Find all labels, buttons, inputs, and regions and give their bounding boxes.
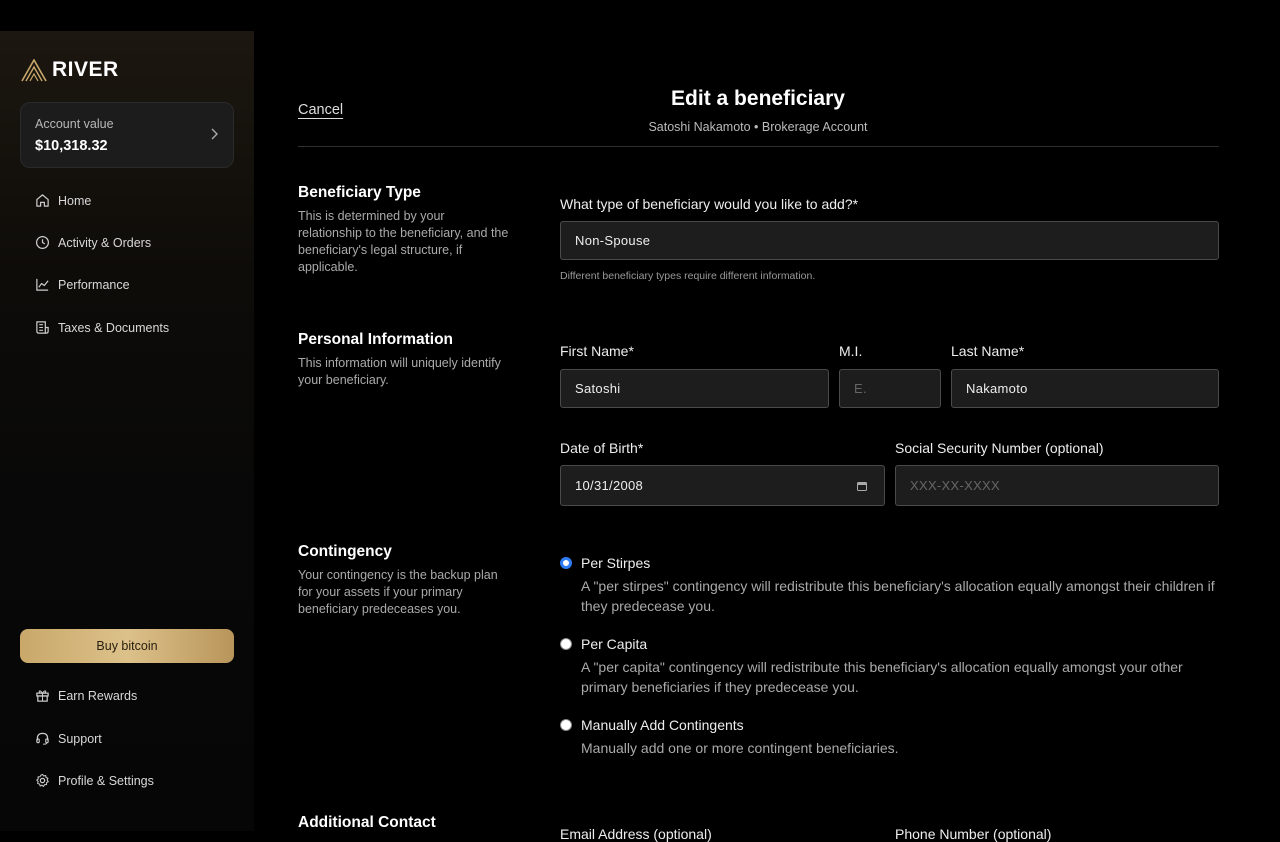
sidebar — [0, 31, 254, 831]
sidebar-item-label: Profile & Settings — [58, 773, 154, 788]
river-logo-icon — [21, 59, 47, 82]
sidebar-item-home[interactable] — [35, 193, 91, 208]
ssn-label: Social Security Number (optional) — [895, 440, 1104, 456]
brand-name: RIVER — [52, 58, 119, 81]
sidebar-item-label: Earn Rewards — [58, 688, 138, 703]
sidebar-item-performance[interactable] — [35, 277, 130, 292]
radio-per-capita[interactable] — [560, 638, 572, 650]
section-desc-beneficiary-type: This is determined by your relationship to the beneficiary, and the beneficiary's legal structure, if applicable. — [298, 209, 509, 274]
section-title-contingency: Contingency — [298, 543, 392, 560]
chart-icon — [35, 277, 50, 292]
email-label: Email Address (optional) — [560, 826, 712, 842]
beneficiary-type-question: What type of beneficiary would you like to add?* — [560, 196, 859, 212]
phone-label: Phone Number (optional) — [895, 826, 1052, 842]
sidebar-item-support[interactable] — [35, 731, 102, 746]
calendar-icon[interactable] — [857, 481, 867, 491]
account-value-card[interactable] — [20, 102, 234, 168]
section-desc-contingency: Your contingency is the backup plan for your assets if your primary beneficiary predeceases you. — [298, 568, 498, 616]
top-bar — [0, 0, 1280, 31]
sidebar-item-profile-settings[interactable] — [35, 773, 154, 788]
last-name-label: Last Name* — [951, 343, 1025, 359]
date-of-birth-label: Date of Birth* — [560, 440, 644, 456]
section-desc-personal-information: This information will uniquely identify your beneficiary. — [298, 356, 501, 387]
header-divider — [298, 146, 1219, 147]
option-description: A "per capita" contingency will redistribute this beneficiary's allocation equally amongst your other primary beneficiaries if they predecease you. — [581, 659, 1183, 695]
beneficiary-type-selected: Non-Spouse — [575, 233, 651, 248]
gift-icon — [35, 688, 50, 703]
radio-manual-contingents[interactable] — [560, 719, 572, 731]
sidebar-item-activity[interactable] — [35, 235, 151, 250]
clock-icon — [35, 235, 50, 250]
page-subtitle: Satoshi Nakamoto • Brokerage Account — [648, 120, 868, 134]
gear-icon — [35, 773, 50, 788]
ssn-input[interactable] — [895, 465, 1219, 506]
sidebar-item-earn-rewards[interactable] — [35, 688, 137, 703]
contingency-option-per-capita[interactable] — [560, 636, 1220, 696]
sidebar-item-label: Performance — [58, 277, 130, 292]
middle-initial-label: M.I. — [839, 343, 863, 359]
account-value-label: Account value — [35, 117, 114, 131]
page-title: Edit a beneficiary — [671, 87, 845, 110]
date-of-birth-input[interactable] — [560, 465, 885, 506]
chevron-right-icon — [209, 127, 219, 141]
radio-per-stirpes[interactable] — [560, 557, 572, 569]
buy-bitcoin-button[interactable]: Buy bitcoin — [20, 629, 234, 663]
contingency-option-per-stirpes[interactable] — [560, 555, 1220, 615]
contingency-option-manual[interactable] — [560, 717, 1220, 761]
option-title: Manually Add Contingents — [581, 717, 744, 733]
option-title: Per Stirpes — [581, 555, 651, 571]
last-name-input[interactable] — [951, 369, 1219, 408]
account-value-amount: $10,318.32 — [35, 138, 108, 154]
sidebar-item-label: Support — [58, 731, 102, 746]
beneficiary-type-hint: Different beneficiary types require different information. — [560, 270, 816, 282]
section-title-additional-contact: Additional Contact — [298, 814, 436, 831]
beneficiary-type-select[interactable] — [560, 221, 1219, 260]
sidebar-item-taxes[interactable] — [35, 320, 169, 335]
section-title-beneficiary-type: Beneficiary Type — [298, 184, 421, 201]
option-title: Per Capita — [581, 636, 648, 652]
option-description: Manually add one or more contingent beneficiaries. — [581, 740, 899, 756]
home-icon — [35, 193, 50, 208]
sidebar-item-label: Taxes & Documents — [58, 320, 170, 335]
main-content — [254, 31, 1280, 842]
first-name-label: First Name* — [560, 343, 634, 359]
cancel-link[interactable]: Cancel — [298, 102, 344, 118]
sidebar-item-label: Home — [58, 193, 92, 208]
document-icon — [35, 320, 50, 335]
first-name-input[interactable] — [560, 369, 829, 408]
option-description: A "per stirpes" contingency will redistribute this beneficiary's allocation equally amongst their children if they predecease you. — [581, 578, 1215, 614]
river-logo[interactable] — [21, 58, 119, 82]
date-of-birth-value: 10/31/2008 — [575, 478, 644, 493]
section-title-personal-information: Personal Information — [298, 331, 454, 348]
middle-initial-input[interactable] — [839, 369, 941, 408]
headset-icon — [35, 731, 50, 746]
sidebar-item-label: Activity & Orders — [58, 235, 152, 250]
